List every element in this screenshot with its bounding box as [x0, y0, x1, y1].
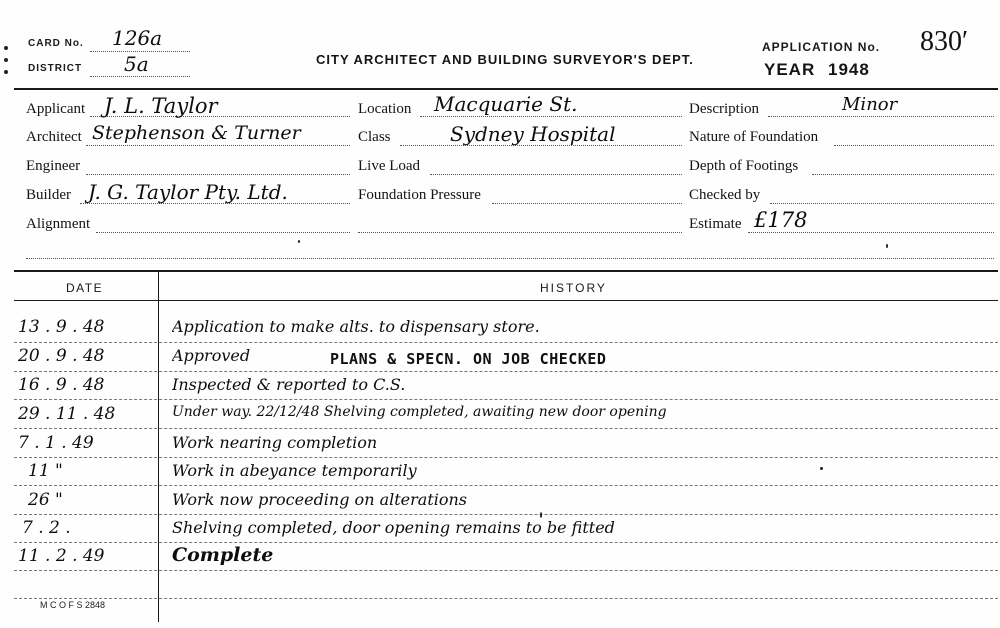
estimate-label: Estimate [689, 216, 742, 232]
ruled-line [14, 485, 998, 486]
description-line [768, 116, 994, 117]
table-header-rule [14, 300, 998, 301]
history-row-date: 29 . 11 . 48 [18, 404, 116, 424]
ruled-line [14, 399, 998, 400]
live-load-label: Live Load [358, 158, 421, 174]
year-label: YEAR [764, 60, 816, 79]
ruled-line [14, 428, 998, 429]
scan-speck [540, 512, 542, 518]
punch-hole [4, 70, 8, 74]
description-value: Minor [842, 94, 898, 115]
history-row-entry: Inspected & reported to C.S. [172, 375, 406, 394]
history-row-entry: Work in abeyance temporarily [172, 461, 417, 480]
location-label: Location [358, 101, 412, 117]
depth-of-footings-line [812, 174, 994, 175]
history-row-entry: Work now proceeding on alterations [172, 490, 468, 509]
history-row-date: 7 . 2 . [22, 518, 71, 538]
location-line [420, 116, 682, 117]
ruled-line [14, 598, 998, 599]
ruled-line [14, 457, 998, 458]
alignment-line [96, 232, 350, 233]
builder-label: Builder [26, 187, 71, 203]
history-row-entry: Under way. 22/12/48 Shelving completed, awaiting new door opening [172, 404, 667, 420]
history-row-stamp: PLANS & SPECN. ON JOB CHECKED [330, 350, 607, 368]
table-top-rule [14, 270, 998, 272]
engineer-line [86, 174, 350, 175]
district-value: 5a [124, 52, 149, 76]
checked-by-line [770, 203, 994, 204]
estimate-line [748, 232, 994, 233]
history-row-date: 16 . 9 . 48 [18, 375, 105, 395]
live-load-line [430, 174, 682, 175]
district-label: DISTRICT [28, 63, 83, 74]
details-bottom-dotted [26, 258, 994, 259]
history-row-entry: Shelving completed, door opening remains to be fitted [172, 518, 615, 537]
ruled-line [14, 371, 998, 372]
history-row-entry: Application to make alts. to dispensary store. [172, 317, 540, 336]
architect-label: Architect [26, 129, 82, 145]
card-no-label: CARD No. [28, 38, 84, 49]
header-rule [14, 88, 998, 90]
scan-speck [298, 240, 300, 243]
foundation-pressure-label: Foundation Pressure [358, 187, 481, 203]
location-value: Macquarie St. [434, 92, 578, 116]
ruled-line [14, 542, 998, 543]
history-row-date: 11 . 2 . 49 [18, 546, 105, 566]
history-row-date: 7 . 1 . 49 [18, 433, 94, 453]
applicant-label: Applicant [26, 101, 86, 117]
checked-by-label: Checked by [689, 187, 761, 203]
date-column-header: DATE [66, 281, 104, 295]
card-no-value: 126a [112, 26, 163, 50]
class-label: Class [358, 129, 391, 145]
engineer-label: Engineer [26, 158, 81, 174]
architect-line [86, 145, 350, 146]
history-row-date: 20 . 9 . 48 [18, 346, 105, 366]
application-no-label: APPLICATION No. [762, 40, 881, 54]
district-line [90, 76, 190, 77]
class-value: Sydney Hospital [450, 122, 616, 146]
scan-speck [820, 467, 823, 470]
history-row-entry: Approved [172, 346, 251, 365]
history-row-date: 26 " [28, 490, 63, 510]
application-no-value: 830′ [920, 26, 969, 57]
punch-hole [4, 46, 8, 50]
nature-of-foundation-label: Nature of Foundation [689, 129, 819, 145]
architect-value: Stephenson & Turner [92, 122, 301, 144]
applicant-value: J. L. Taylor [104, 94, 218, 118]
form-code: M C O F S 2848 [40, 600, 106, 610]
history-row-entry: Work nearing completion [172, 433, 378, 452]
scan-speck [886, 244, 888, 248]
alignment-label: Alignment [26, 216, 91, 232]
ruled-line [14, 570, 998, 571]
history-row-entry: Complete [172, 544, 274, 566]
blank-line-col2 [358, 232, 682, 233]
history-column-header: HISTORY [540, 281, 607, 295]
punch-hole [4, 58, 8, 62]
depth-of-footings-label: Depth of Footings [689, 158, 799, 174]
year-value: 1948 [828, 60, 870, 79]
description-label: Description [689, 101, 759, 117]
history-row-date: 11 " [28, 461, 63, 481]
history-row-date: 13 . 9 . 48 [18, 317, 105, 337]
ruled-line [14, 342, 998, 343]
department-title: CITY ARCHITECT AND BUILDING SURVEYOR'S DEPT. [316, 52, 694, 67]
foundation-pressure-line [492, 203, 682, 204]
builder-value: J. G. Taylor Pty. Ltd. [88, 180, 288, 204]
ruled-line [14, 514, 998, 515]
estimate-value: £178 [754, 208, 808, 232]
nature-of-foundation-line [834, 145, 994, 146]
